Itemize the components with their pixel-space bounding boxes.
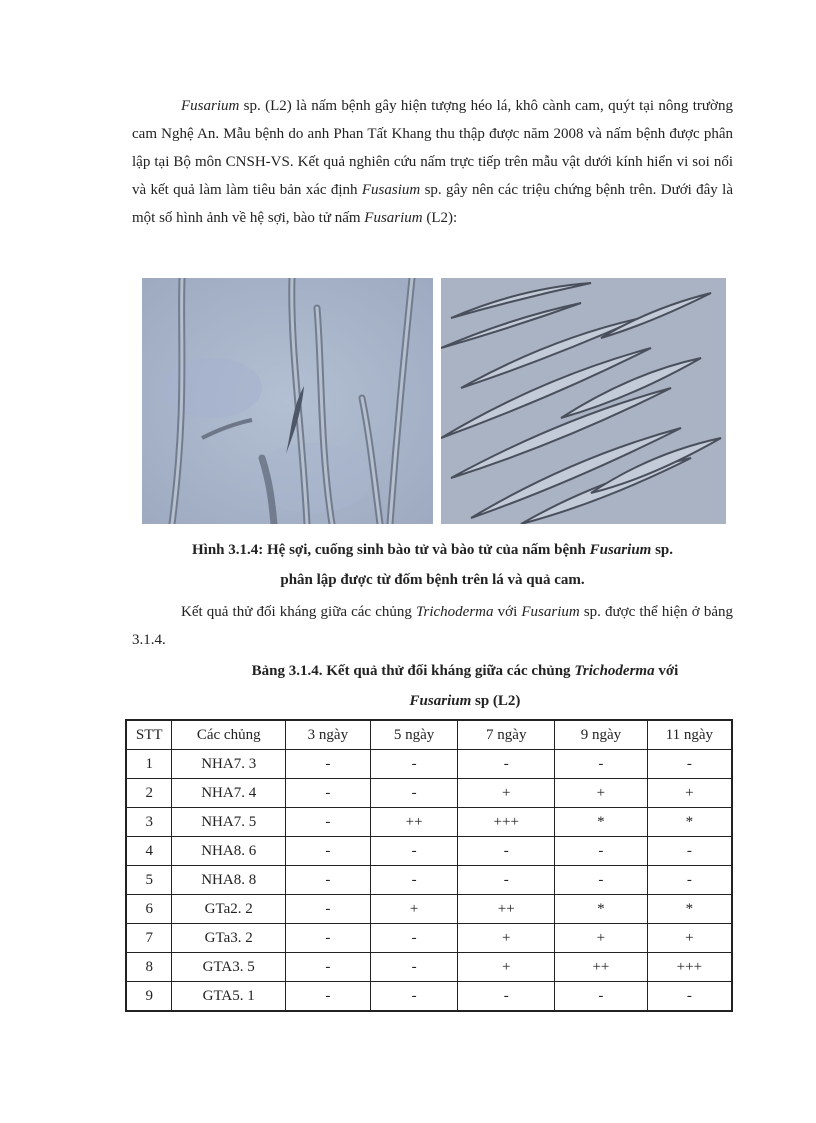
header-strain: Các chủng xyxy=(172,720,286,750)
header-stt: STT xyxy=(126,720,172,750)
table-row: 5 NHA8. 8 - - - - - xyxy=(126,866,732,895)
genus-name: Trichoderma xyxy=(416,604,494,620)
spores-micrograph xyxy=(441,278,726,524)
table-row: 3 NHA7. 5 - ++ +++ * * xyxy=(126,808,732,837)
figure-caption: Hình 3.1.4: Hệ sợi, cuống sinh bào tử và bào tử của nấm bệnh Fusarium sp. phân lập được từ đốm bệnh trên lá và quả cam. xyxy=(191,542,674,588)
header-day-7: 7 ngày xyxy=(458,720,555,750)
result-paragraph: Kết quả thử đối kháng giữa các chủng Trichoderma với Fusarium sp. được thể hiện ở bảng 3.1.4. xyxy=(132,604,733,648)
paragraph-text: sp. gây nên các triệu chứng bệnh trên. Dưới đây là một số hình ảnh về hệ sợi, bào tử nấm xyxy=(132,182,733,226)
table-row: 8 GTA3. 5 - - + ++ +++ xyxy=(126,953,732,982)
micrograph-figure xyxy=(142,278,726,524)
table-row: 1 NHA7. 3 - - - - - xyxy=(126,750,732,779)
table-row: 7 GTa3. 2 - - + + + xyxy=(126,924,732,953)
table-header-row xyxy=(126,720,732,750)
table-row: 9 GTA5. 1 - - - - - xyxy=(126,982,732,1012)
header-day-3: 3 ngày xyxy=(286,720,371,750)
genus-name: Fusarium xyxy=(589,542,652,558)
genus-name: Trichoderma xyxy=(574,663,655,679)
paragraph-text: (L2): xyxy=(422,210,458,226)
hyphae-micrograph xyxy=(142,278,433,524)
header-day-5: 5 ngày xyxy=(370,720,458,750)
header-day-9: 9 ngày xyxy=(555,720,648,750)
genus-name: Fusasium xyxy=(361,182,421,198)
intro-paragraph xyxy=(132,92,733,232)
table-row: 6 GTa2. 2 - + ++ * * xyxy=(126,895,732,924)
table-title: Bảng 3.1.4. Kết quả thử đối kháng giữa các chủng Trichoderma với Fusarium sp (L2) xyxy=(251,663,679,709)
table-row: 2 NHA7. 4 - - + + + xyxy=(126,779,732,808)
paragraph-text: sp. (L2) là nấm bệnh gây hiện tượng héo lá, khô cành cam, quýt tại nông trường cam Nghệ An. Mẫu bệnh do anh Phan Tất Khang thu thập được năm 2008 và nấm bệnh được phân lập tại Bộ môn CNSH-VS. Kết quả nghiên cứu nấm trực tiếp trên mẫu vật dưới kính hiển vi soi nổi và kết quả làm làm tiêu bản xác định xyxy=(132,98,733,198)
genus-name: Fusarium xyxy=(181,98,240,114)
genus-name: Fusarium xyxy=(409,693,472,709)
table-row: 4 NHA8. 6 - - - - - xyxy=(126,837,732,866)
header-day-11: 11 ngày xyxy=(647,720,732,750)
genus-name: Fusarium xyxy=(521,604,580,620)
genus-name: Fusarium xyxy=(364,210,423,226)
antagonism-table xyxy=(125,719,733,1012)
